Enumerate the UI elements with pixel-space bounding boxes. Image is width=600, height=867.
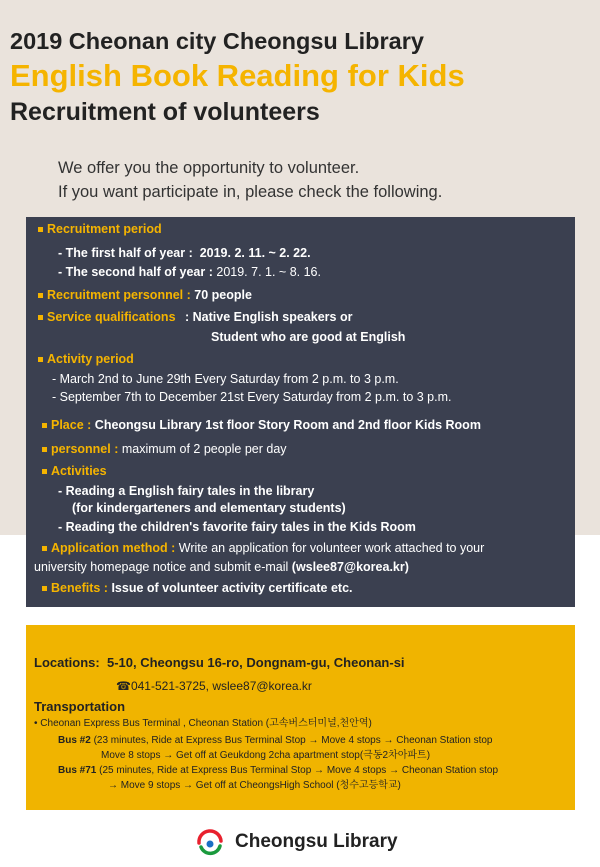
poster-title-line1: 2019 Cheonan city Cheongsu Library [10,28,424,54]
recruitment-period-heading: Recruitment period [38,220,162,238]
intro-line1: We offer you the opportunity to volunteer. [58,159,360,177]
bullet-square-icon [42,447,47,452]
activities-heading: Activities [42,462,107,480]
bullet-square-icon [42,423,47,428]
per-day-row: personnel : maximum of 2 people per day [42,440,287,458]
activity-item1-sub: (for kindergarteners and elementary students) [72,501,346,515]
library-logo-icon [195,827,225,857]
activity-period-line2: - September 7th to December 21st Every Saturday from 2 p.m. to 3 p.m. [52,390,452,404]
contact-row: ☎041-521-3725, wslee87@korea.kr [116,679,312,693]
bus2-row1: Bus #2 (23 minutes, Ride at Express Bus Terminal Stop → Move 4 stops → Cheonan Station stop [58,735,493,746]
bullet-square-icon [42,586,47,591]
intro-line2: If you want participate in, please check the following. [58,183,443,201]
location-row: Locations: 5-10, Cheongsu 16-ro, Dongnam-gu, Cheonan-si [34,655,405,670]
activity-period-line1: - March 2nd to June 29th Every Saturday from 2 p.m. to 3 p.m. [52,372,399,386]
intro-text [58,156,588,204]
bus71-row1: Bus #71 (25 minutes, Ride at Express Bus Terminal Stop → Move 4 stops → Cheonan Station stop [58,765,499,776]
application-row: Application method : Write an application for volunteer work attached to your [42,539,484,557]
poster-title-line3: Recruitment of volunteers [10,98,320,126]
transportation-heading: Transportation [34,699,126,714]
second-half-row: - The second half of year : 2019. 7. 1. ~ 8. 16. [58,265,321,279]
qualifications-row: Service qualifications : Native English speakers or [38,308,352,326]
place-row: Place : Cheongsu Library 1st floor Story Room and 2nd floor Kids Room [42,416,481,434]
first-half-row: - The first half of year : 2019. 2. 11. ~ 2. 22. [58,246,311,260]
location-panel [26,625,575,810]
application-row2: university homepage notice and submit e-mail (wslee87@korea.kr) [34,560,409,574]
bus71-row2: → Move 9 stops → Get off at CheongsHigh School (청수고등학교) [108,780,401,791]
bullet-square-icon [38,357,43,362]
poster-header [10,26,595,128]
personnel-row: Recruitment personnel : 70 people [38,286,252,304]
bullet-square-icon [42,546,47,551]
activity-item2: - Reading the children's favorite fairy tales in the Kids Room [58,520,416,534]
footer [195,826,398,858]
phone-icon: ☎ [116,679,131,693]
bullet-square-icon [42,469,47,474]
qualifications-row2: Student who are good at English [211,330,406,344]
activity-item1: - Reading a English fairy tales in the library [58,484,315,498]
poster-title-line2: English Book Reading for Kids [10,58,465,93]
bullet-square-icon [38,315,43,320]
details-panel [26,217,575,607]
bullet-square-icon [38,227,43,232]
terminal-row: • Cheonan Express Bus Terminal , Cheonan Station (고속버스터미널,천안역) [34,718,372,729]
footer-library-name: Cheongsu Library [235,831,398,852]
bullet-square-icon [38,293,43,298]
benefits-row: Benefits : Issue of volunteer activity certificate etc. [42,579,353,597]
activity-period-heading: Activity period [38,350,134,368]
bus2-row2: Move 8 stops → Get off at Geukdong 2cha apartment stop(극동2차아파트) [101,750,431,761]
